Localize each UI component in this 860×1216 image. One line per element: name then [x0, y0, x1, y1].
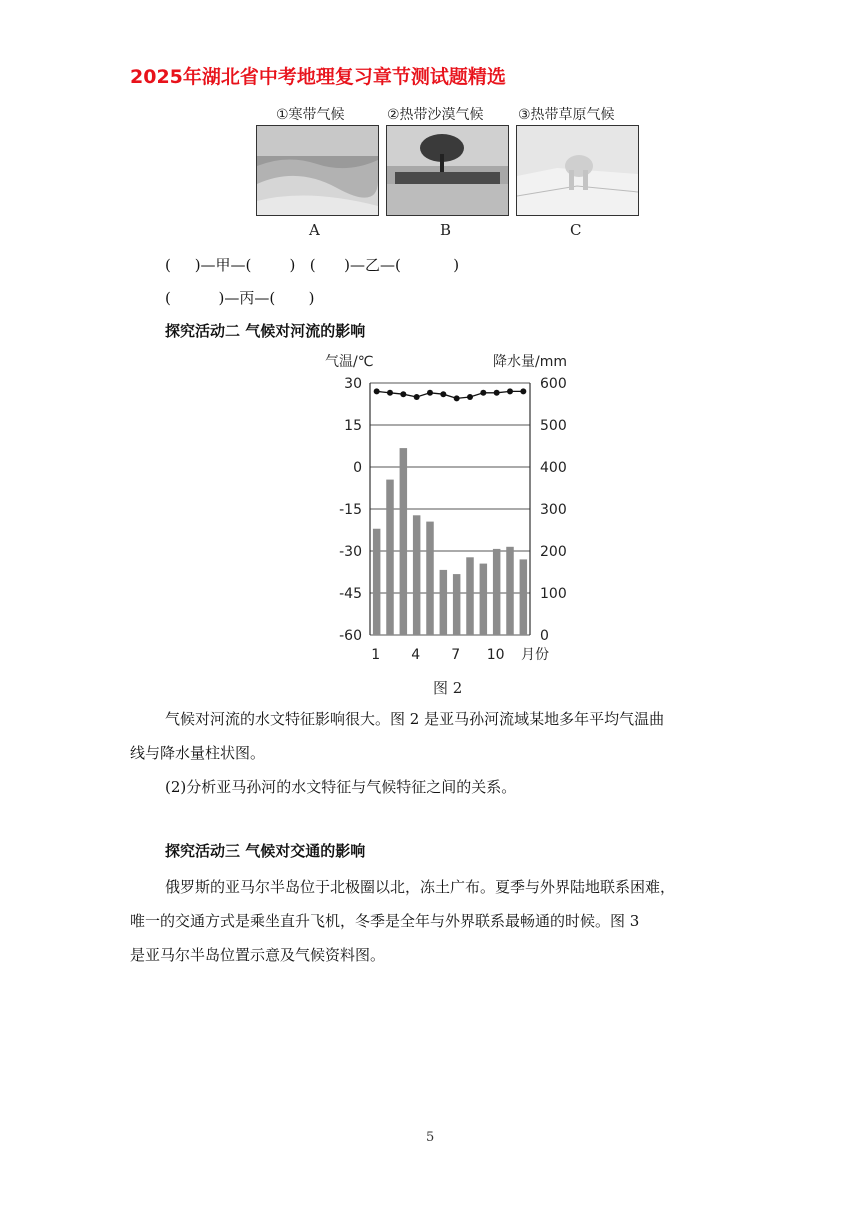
x-unit-label: 月份 [521, 647, 549, 663]
precipitation-bar [453, 574, 461, 635]
right-tick-label: 500 [540, 418, 567, 434]
para1-line1: 气候对河流的水文特征影响很大。图 2 是亚马孙河流域某地多年平均气温曲 [165, 710, 665, 728]
precipitation-bar [520, 559, 528, 635]
para3-line2: 唯一的交通方式是乘坐直升飞机，冬季是全年与外界联系最畅通的时候。图 3 [130, 912, 640, 930]
x-tick-label: 4 [411, 647, 421, 663]
precipitation-bar [400, 448, 408, 635]
savanna-photo [386, 125, 509, 216]
para3-line1: 俄罗斯的亚马尔半岛位于北极圈以北，冻土广布。夏季与外界陆地联系困难， [165, 878, 676, 896]
precipitation-bar [426, 522, 434, 635]
photo-caption-1: ①寒带气候 [276, 107, 345, 123]
right-axis-label: 降水量/mm [493, 354, 567, 370]
right-tick-label: 600 [540, 376, 567, 392]
temperature-point [374, 388, 380, 394]
precipitation-bar [386, 480, 394, 635]
right-tick-label: 100 [540, 586, 567, 602]
left-tick-label: -60 [339, 628, 362, 644]
precipitation-bar [440, 570, 448, 635]
temperature-point [467, 394, 473, 400]
precipitation-bar [506, 547, 514, 635]
x-tick-label: 10 [486, 647, 505, 663]
right-tick-label: 300 [540, 502, 567, 518]
temperature-point [454, 395, 460, 401]
photo-caption-3: ③热带草原气候 [518, 107, 615, 123]
figure2-caption: 图 2 [433, 679, 463, 697]
question-2: (2)分析亚马孙河的水文特征与气候特征之间的关系。 [165, 778, 517, 796]
match-line-1: ( )—甲—( ) ( )—乙—( ) [165, 256, 460, 274]
para3-line3: 是亚马尔半岛位置示意及气候资料图。 [130, 946, 386, 964]
photo-label-a: A [309, 221, 320, 239]
photo-label-c: C [570, 221, 582, 239]
photo-caption-2: ②热带沙漠气候 [387, 107, 484, 123]
right-tick-label: 200 [540, 544, 567, 560]
temperature-point [440, 391, 446, 397]
temperature-point [427, 390, 433, 396]
precipitation-bar [493, 549, 501, 635]
climate-chart [300, 345, 600, 695]
photo-label-b: B [440, 221, 452, 239]
left-axis-label: 气温/℃ [325, 354, 374, 370]
left-tick-label: -45 [339, 586, 362, 602]
desert-photo [256, 125, 379, 216]
temperature-point [520, 388, 526, 394]
precipitation-bar [413, 515, 421, 635]
section2-heading: 探究活动二 气候对河流的影响 [165, 322, 366, 340]
section3-heading: 探究活动三 气候对交通的影响 [165, 842, 366, 860]
temperature-point [387, 390, 393, 396]
temperature-point [414, 394, 420, 400]
right-tick-label: 0 [540, 628, 549, 644]
precipitation-bar [480, 564, 488, 635]
left-tick-label: -15 [339, 502, 362, 518]
x-tick-label: 7 [451, 647, 461, 663]
page-number: 5 [426, 1130, 435, 1145]
left-tick-label: 0 [353, 460, 362, 476]
temperature-point [494, 390, 500, 396]
precipitation-bar [466, 557, 474, 635]
precipitation-bar [373, 529, 381, 635]
temperature-line [377, 391, 524, 398]
polar-photo [516, 125, 639, 216]
para1-line2: 线与降水量柱状图。 [130, 744, 266, 762]
left-tick-label: -30 [339, 544, 362, 560]
left-tick-label: 15 [344, 418, 362, 434]
left-tick-label: 30 [344, 376, 362, 392]
match-line-2: ( )—丙—( ) [165, 289, 315, 307]
page-header: 2025年湖北省中考地理复习章节测试题精选 [130, 66, 506, 88]
x-tick-label: 1 [371, 647, 381, 663]
temperature-point [400, 391, 406, 397]
temperature-point [480, 390, 486, 396]
temperature-point [507, 388, 513, 394]
right-tick-label: 400 [540, 460, 567, 476]
